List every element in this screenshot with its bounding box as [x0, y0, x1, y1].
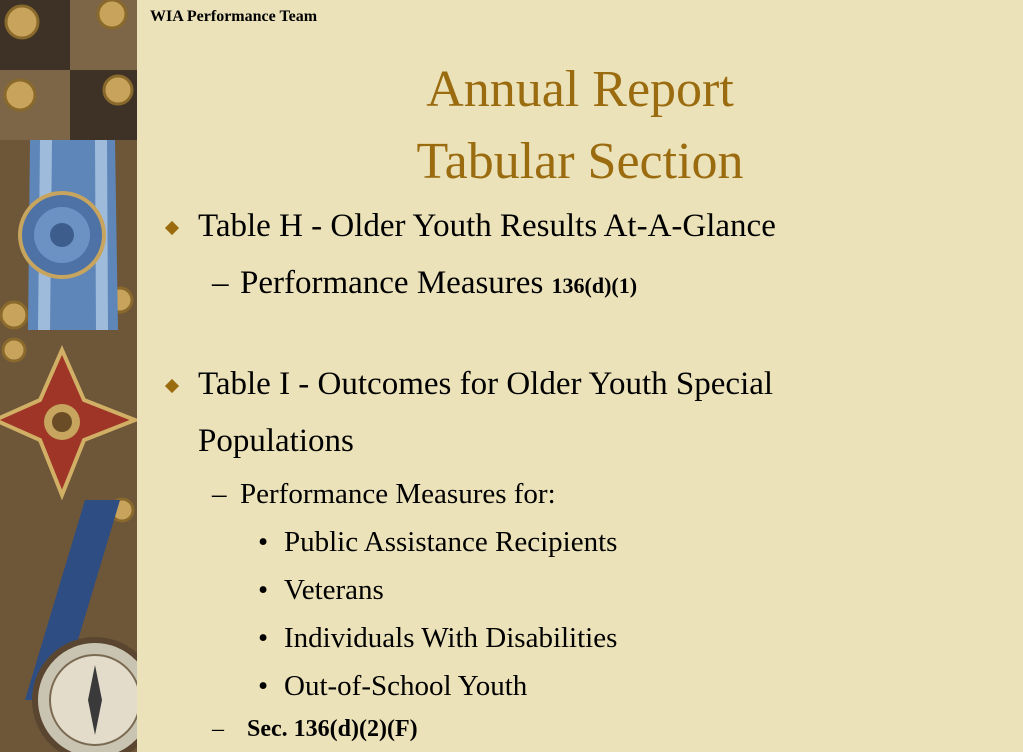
list-item: Public Assistance Recipients [284, 526, 618, 558]
diamond-bullet-icon [165, 379, 179, 393]
table-i-item-line2: Populations [198, 423, 354, 459]
list-item: Out-of-School Youth [284, 670, 528, 702]
list-item: Individuals With Disabilities [284, 622, 618, 654]
table-h-sub-reference: 136(d)(1) [551, 273, 638, 298]
team-header: WIA Performance Team [150, 8, 318, 25]
page-title-line1: Annual Report [426, 61, 734, 118]
table-i-sub-item: Performance Measures for: [240, 478, 556, 510]
table-h-sub-dash: – [212, 265, 229, 301]
diamond-bullet-icon [165, 221, 179, 235]
page-title-line2: Tabular Section [416, 133, 744, 190]
list-bullet-icon: • [258, 526, 269, 558]
list-item: Veterans [284, 574, 384, 606]
section-reference: Sec. 136(d)(2)(F) [247, 716, 418, 742]
table-h-sub-label: Performance Measures [240, 265, 544, 301]
medal-collage-graphic [0, 0, 137, 752]
table-i-sub-dash: – [212, 478, 227, 510]
list-bullet-icon: • [258, 622, 269, 654]
table-h-sub-item [240, 265, 637, 302]
table-i-item-line1: Table I - Outcomes for Older Youth Special [198, 366, 774, 402]
decorative-medal-image [0, 0, 137, 752]
list-bullet-icon: • [258, 670, 269, 702]
table-h-item: Table H - Older Youth Results At-A-Glance [198, 208, 776, 244]
list-bullet-icon: • [258, 574, 269, 606]
sec-dash: – [212, 716, 224, 742]
